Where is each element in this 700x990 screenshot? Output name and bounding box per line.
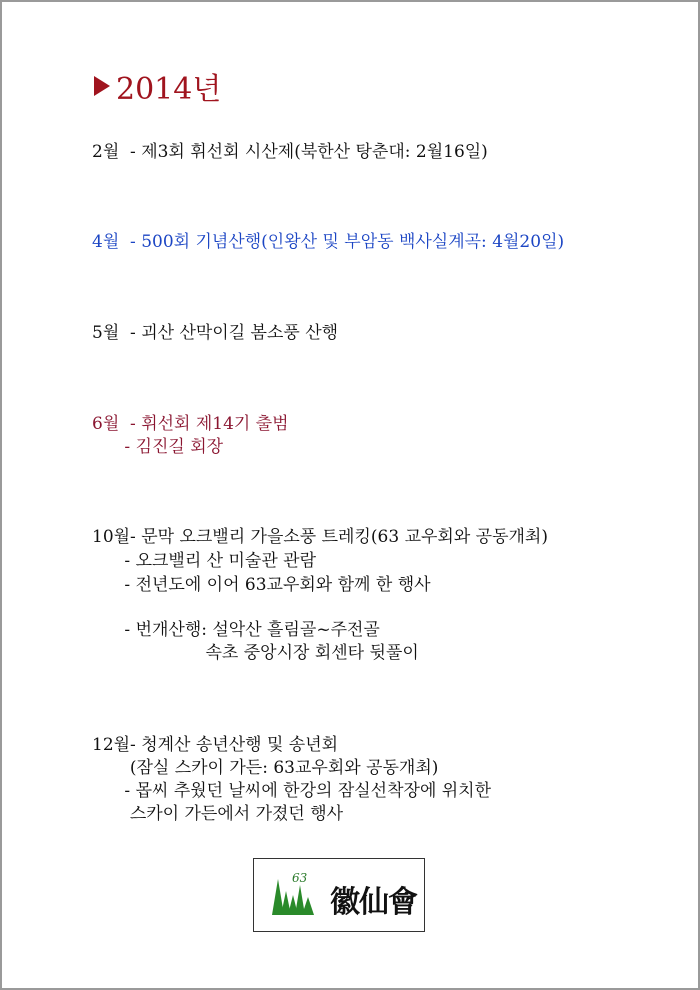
year-heading	[94, 64, 221, 108]
event-october-detail-2: - 전년도에 이어 63교우회와 함께 한 행사	[92, 575, 431, 595]
event-october-detail-3: - 번개산행: 설악산 흘림골~주전골	[92, 620, 380, 640]
event-december-detail-3: 스카이 가든에서 가졌던 행사	[92, 804, 344, 824]
triangle-bullet-icon	[94, 76, 110, 96]
logo-text: 徽仙會	[330, 885, 417, 920]
logo-number: 63	[292, 871, 308, 885]
event-december-detail-1: (잠실 스카이 가든: 63교우회와 공동개최)	[92, 758, 439, 778]
event-april: 4월 - 500회 기념산행(인왕산 및 부암동 백사실계곡: 4월20일)	[92, 232, 565, 252]
event-december: 12월- 청계산 송년산행 및 송년회	[92, 735, 339, 755]
club-logo	[253, 858, 425, 932]
event-december-detail-2: - 몹씨 추웠던 날씨에 한강의 잠실선착장에 위치한	[92, 781, 492, 801]
event-june: 6월 - 휘선회 제14기 출범	[92, 414, 289, 434]
year-heading-text: 2014년	[116, 72, 222, 107]
event-october-detail-4: 속초 중앙시장 회센타 뒷풀이	[92, 643, 419, 663]
event-june-detail: - 김진길 회장	[92, 437, 224, 457]
event-february: 2월 - 제3회 휘선회 시산제(북한산 탕춘대: 2월16일)	[92, 142, 488, 162]
event-may: 5월 - 괴산 산막이길 봄소풍 산행	[92, 323, 339, 343]
event-october: 10월- 문막 오크밸리 가을소풍 트레킹(63 교우회와 공동개최)	[92, 527, 548, 547]
event-october-detail-1: - 오크밸리 산 미술관 관람	[92, 551, 317, 571]
